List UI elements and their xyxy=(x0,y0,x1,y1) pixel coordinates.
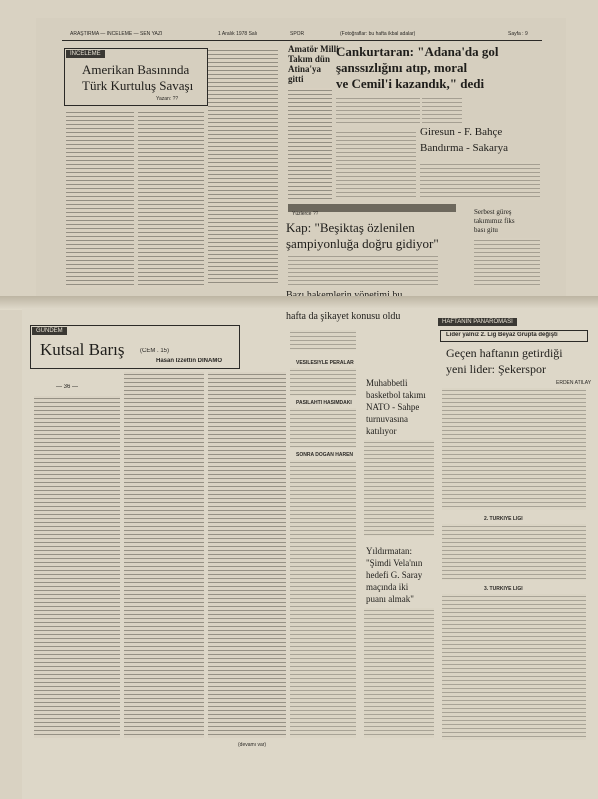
center-headline-5: katılıyor xyxy=(366,426,397,436)
center-subhead-5: puanı almak" xyxy=(366,594,414,604)
bottom-strip-headline-2: hafta da şikayet konusu oldu xyxy=(286,311,401,322)
center-headline-1: Muhabbetli xyxy=(366,378,408,388)
kap-story-text xyxy=(288,254,438,288)
right-band: HAFTANIN PANAROMASI xyxy=(438,318,517,326)
right-section-1: 2. TÜRKİYE LİGİ xyxy=(484,516,523,522)
right-text-2 xyxy=(442,524,586,580)
lead-headline-3: ve Cemil'i kazandık," dedi xyxy=(336,76,485,91)
mid-column-text-3 xyxy=(290,408,356,448)
side-box-line1: Serbest güreş xyxy=(474,208,512,216)
kutsal-baris-byline: Hasan İzzettin DİNAMO xyxy=(156,358,223,364)
kap-headline-1: Kap: "Beşiktaş özlenilen xyxy=(286,220,415,235)
right-section-2: 3. TÜRKİYE LİGİ xyxy=(484,586,523,592)
lead-story-text-3 xyxy=(336,130,416,200)
side-story-title-2: Takım dün xyxy=(288,54,330,64)
center-story-text-2 xyxy=(364,608,434,738)
center-subhead-4: maçında iki xyxy=(366,582,409,592)
kutsal-baris-marker: — 36 — xyxy=(56,384,79,390)
side-story-title-3: Atina'ya xyxy=(288,64,322,74)
header-page-number: Sayfa : 9 xyxy=(508,31,528,37)
side-story-title-1: Amatör Milli xyxy=(288,44,339,54)
match-title-2: Bandırma - Sakarya xyxy=(420,142,508,154)
center-headline-3: NATO - Sahpe xyxy=(366,402,420,412)
article-title-line1: Amerikan Basınında xyxy=(82,62,190,77)
header-section-label: ARAŞTIRMA — İNCELEME — SEN YAZI xyxy=(70,31,163,37)
article-title-line2: Türk Kurtuluş Savaşı xyxy=(82,78,194,93)
mid-column-text-2 xyxy=(290,368,356,396)
match-title-1: Giresun - F. Bahçe xyxy=(420,126,503,138)
header-spor-label: SPOR xyxy=(290,31,305,37)
article-column-1 xyxy=(66,110,134,288)
mid-column-text-4 xyxy=(290,460,356,738)
header-date: 1 Aralık 1978 Salı xyxy=(218,31,258,37)
kap-headline-2: şampiyonluğa doğru gidiyor" xyxy=(286,236,439,251)
header-rule xyxy=(62,40,542,41)
kutsal-baris-column-2 xyxy=(124,372,204,738)
article-column-2 xyxy=(138,110,204,288)
center-subhead-1: Yıldırmatan: xyxy=(366,546,412,556)
kutsal-baris-title-suffix: (CEM . 15) xyxy=(140,348,170,354)
side-story-text xyxy=(288,88,332,200)
side-box-text xyxy=(474,238,540,288)
kutsal-baris-continued: (devamı var) xyxy=(238,742,267,748)
mid-heading-3: SONRA DOĞAN HAREN xyxy=(296,452,354,458)
article-column-3 xyxy=(208,48,278,284)
center-subhead-3: hedefi G. Saray xyxy=(366,570,423,580)
lead-story-text-1 xyxy=(336,96,420,126)
kutsal-baris-column-3 xyxy=(208,372,286,738)
kutsal-baris-kicker: GÜNDEM xyxy=(32,327,67,335)
lead-headline-1: Cankurtaran: "Adana'da gol xyxy=(336,44,499,59)
center-subhead-2: "Şimdi Vela'nın xyxy=(366,558,423,568)
right-byline: ERDEN ATİLAY xyxy=(556,380,592,386)
article-kicker: İNCELEME xyxy=(66,50,105,58)
side-box-line2: takımımız fiks xyxy=(474,217,515,225)
right-text-3 xyxy=(442,594,586,740)
side-box-line3: bası gitu xyxy=(474,226,498,234)
article-byline: Yazan: ?? xyxy=(156,96,179,102)
right-headline-1: Geçen haftanın getirdiği xyxy=(446,346,563,360)
center-headline-2: basketbol takımı xyxy=(366,390,426,400)
header-photo-caption: (Fotoğraflar: bu hafta ikbal adalar) xyxy=(340,31,416,37)
right-text-1 xyxy=(442,388,586,510)
photo-caption: Yüzlerce ?? xyxy=(292,211,319,217)
lead-story-text-4 xyxy=(420,162,540,200)
side-story-title-4: gitti xyxy=(288,74,304,84)
right-subband: Lider yalnız 2. Lig Beyaz Grupta değişti xyxy=(446,332,558,338)
mid-heading-2: PASİLAHTI HASIMDAKİ xyxy=(296,400,352,406)
kutsal-baris-title: Kutsal Barış xyxy=(40,340,125,359)
right-headline-2: yeni lider: Şekerspor xyxy=(446,362,546,376)
mid-column-text-1 xyxy=(290,330,356,350)
mid-heading-1: VESİLESİYLE PERALAR xyxy=(296,360,354,366)
lead-headline-2: şanssızlığını atıp, moral xyxy=(336,60,468,75)
center-story-text-1 xyxy=(364,440,434,536)
lead-story-text-2 xyxy=(422,96,462,126)
center-headline-4: turnuvasına xyxy=(366,414,408,424)
kutsal-baris-column-1 xyxy=(34,396,120,738)
